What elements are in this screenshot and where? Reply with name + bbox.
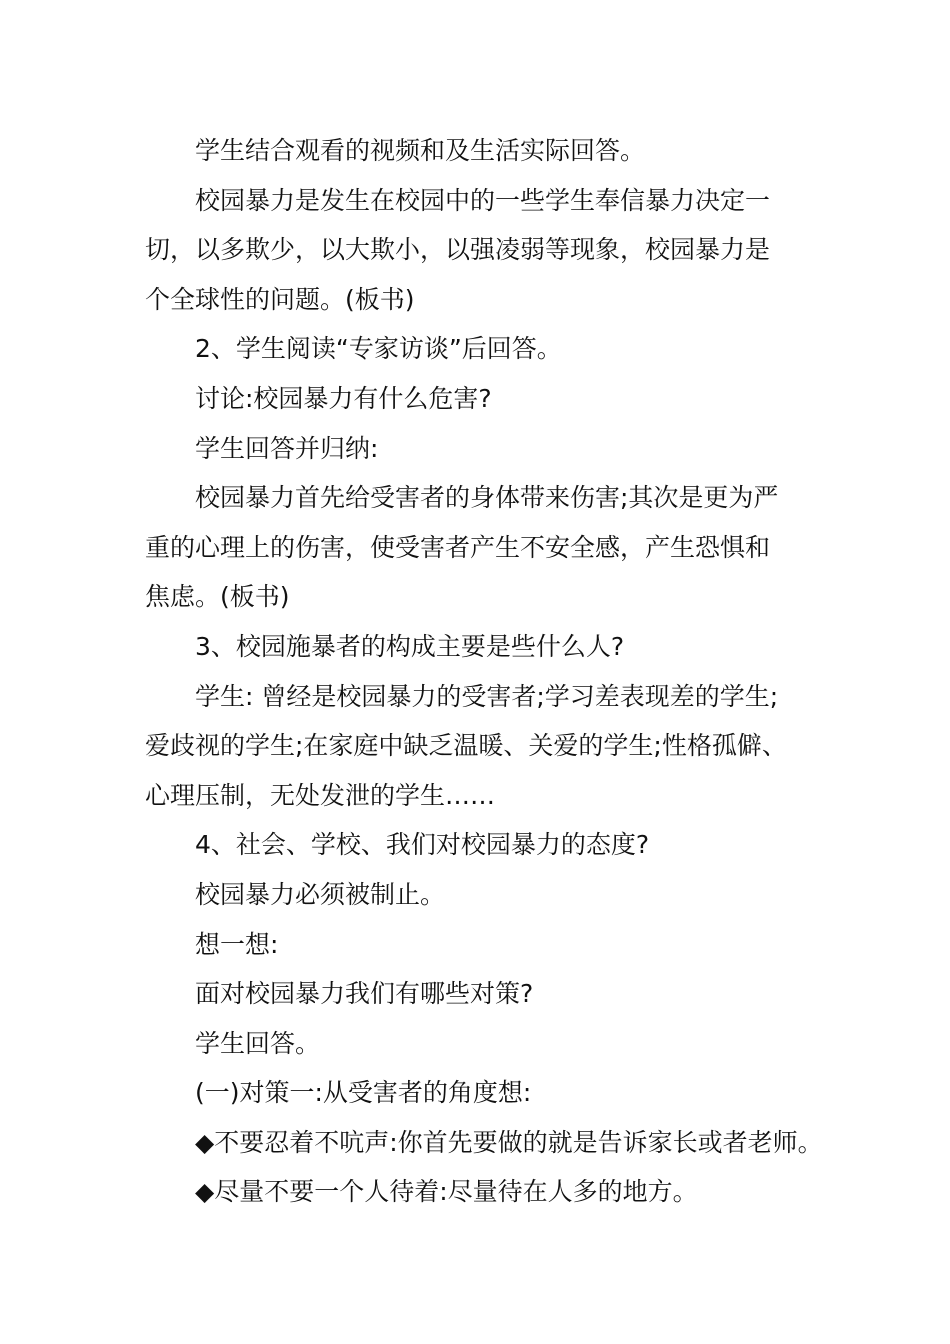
paragraph-line: 切，以多欺少，以大欺小，以强凌弱等现象，校园暴力是 [145,235,771,265]
paragraph-line: 4、社会、学校、我们对校园暴力的态度? [195,830,650,860]
paragraph-line: 讨论:校园暴力有什么危害? [195,383,492,413]
paragraph-line: 学生结合观看的视频和及生活实际回答。 [195,136,646,165]
paragraph-line: 个全球性的问题。(板书) [145,284,415,314]
paragraph-line: 爱歧视的学生;在家庭中缺乏温暖、关爱的学生;性格孤僻、 [145,731,787,761]
bullet-line: ◆尽量不要一个人待着:尽量待在人多的地方。 [195,1177,698,1207]
paragraph-line: 校园暴力是发生在校园中的一些学生奉信暴力决定一 [195,185,771,215]
paragraph-line: 心理压制，无处发泄的学生…… [145,780,496,810]
document-body [145,126,823,1217]
paragraph-line: 学生回答并归纳: [195,433,379,463]
paragraph-line: 重的心理上的伤害，使受害者产生不安全感，产生恐惧和 [145,532,771,562]
paragraph-line: 面对校园暴力我们有哪些对策? [195,979,534,1009]
paragraph-line: 想一想: [195,929,279,959]
paragraph-line: 2、学生阅读“专家访谈”后回答。 [195,334,562,364]
paragraph-line: 校园暴力首先给受害者的身体带来伤害;其次是更为严 [195,483,779,513]
bullet-line: ◆不要忍着不吭声:你首先要做的就是告诉家长或者老师。 [195,1127,823,1157]
paragraph-line: 校园暴力必须被制止。 [195,879,446,909]
paragraph-line: 学生回答。 [195,1028,321,1058]
paragraph-line: (一)对策一:从受害者的角度想: [195,1078,532,1108]
paragraph-line: 3、校园施暴者的构成主要是些什么人? [195,631,625,661]
paragraph-line: 焦虑。(板书) [145,582,290,612]
paragraph-line: 学生: 曾经是校园暴力的受害者;学习差表现差的学生; [195,681,779,711]
